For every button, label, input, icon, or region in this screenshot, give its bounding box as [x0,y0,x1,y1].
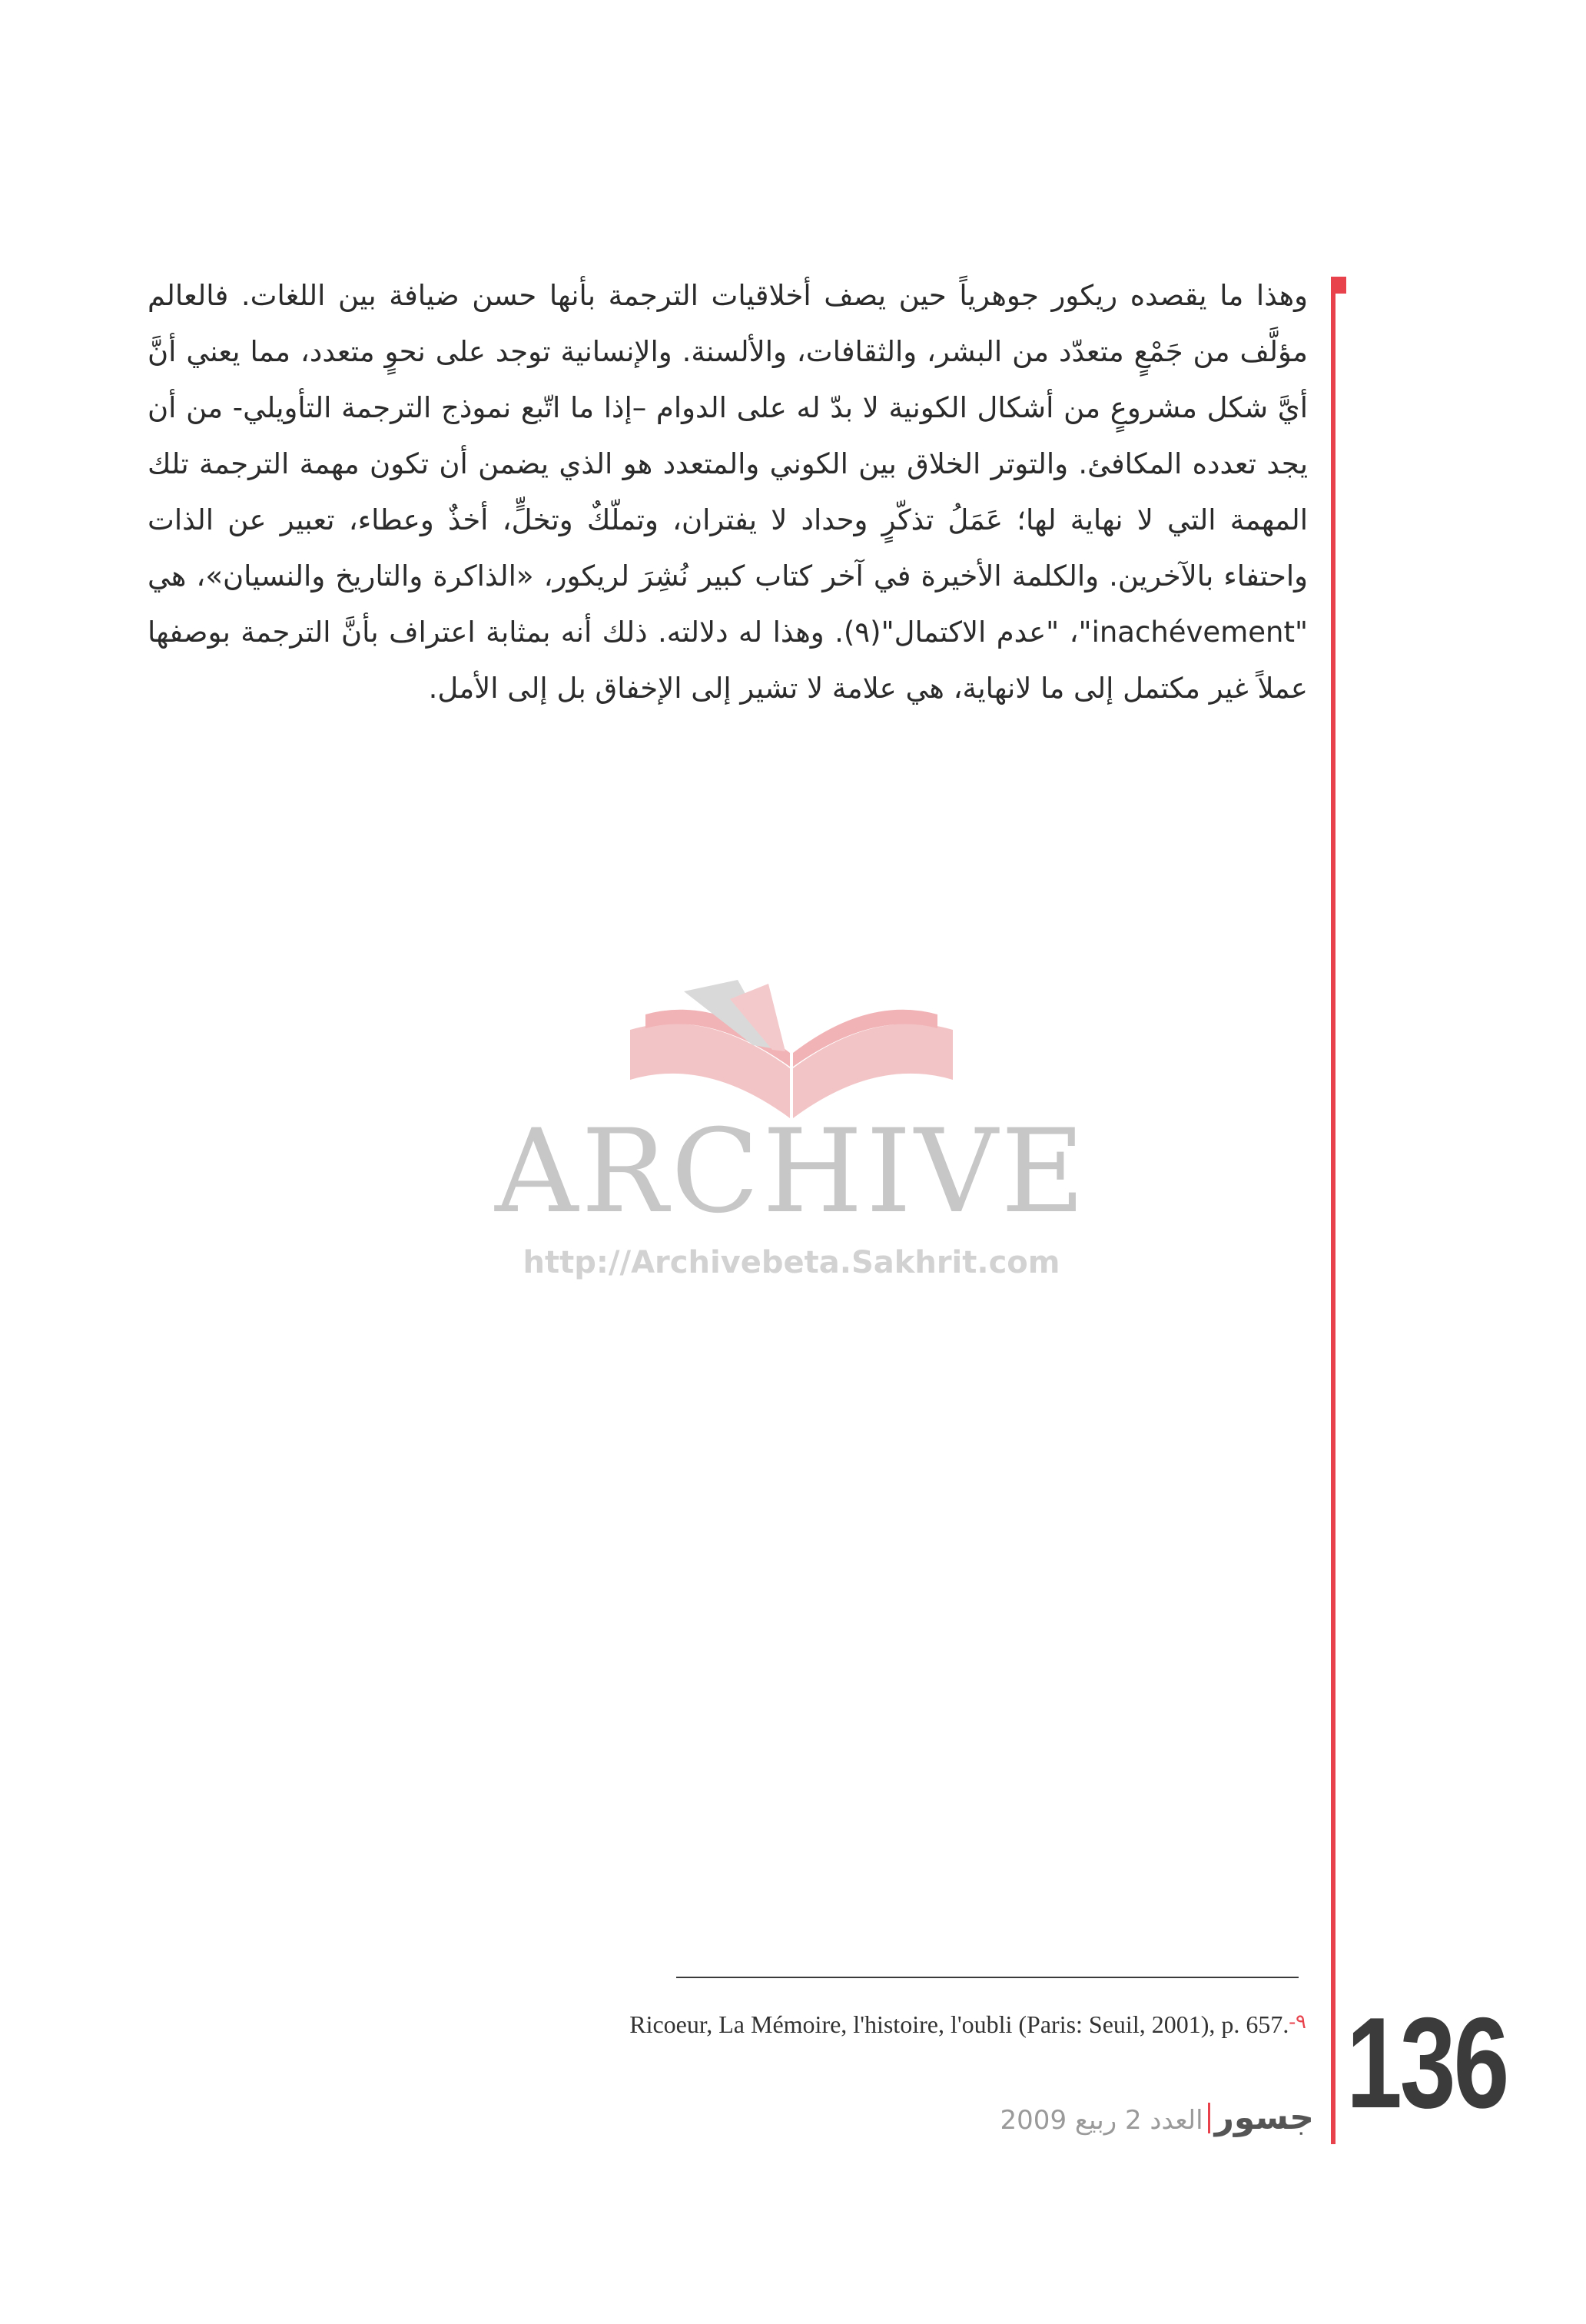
margin-rule-tab [1335,277,1346,294]
journal-name: جسور [1214,2098,1314,2137]
footnote-number: ٩- [1289,2010,1306,2033]
margin-rule [1331,277,1335,2144]
page-number: 136 [1346,1990,1508,2135]
journal-separator [1208,2103,1210,2133]
footnote-divider [676,1977,1299,1978]
journal-issue: العدد 2 ربيع 2009 [1000,2105,1203,2136]
footnote-citation: Ricoeur, La Mémoire, l'histoire, l'oubli (Paris: Seuil, 2001), p. 657. [629,2010,1289,2038]
body-text [148,267,1308,716]
archive-watermark [484,976,1099,1299]
open-book-icon [622,976,961,1122]
watermark-title: ARCHIVE [495,1105,1088,1239]
body-paragraph: وهذا ما يقصده ريكور جوهرياً حين يصف أخلاقيات الترجمة بأنها حسن ضيافة بين اللغات. فالعالم مؤلَّف من جَمْعٍ متعدّد من البشر، والثقافات، والألسنة. والإنسانية توجد على نحوٍ متعدد، مما يعني أنَّ أيَّ شكل مشروعٍ من أشكال الكونية لا بدّ له على الدوام –إذا ما اتّبع نموذج الترجمة التأويلي- من أن يجد تعدده المكافئ. والتوتر الخلاق بين الكوني والمتعدد هو الذي يضمن أن تكون مهمة الترجمة تلك المهمة التي لا نهاية لها؛ عَمَلُ تذكّرٍ وحداد لا يفتران، وتملّكٌ وتخلٍّ، أخذٌ وعطاء، تعبير عن الذات واحتفاء بالآخرين. والكلمة الأخيرة في آخر كتاب كبير نُشِرَ لريكور، «الذاكرة والتاريخ والنسيان»، هي "inachévement"، "عدم الاكتمال"(٩). وهذا له دلالته. ذلك أنه بمثابة اعتراف بأنَّ الترجمة بوصفها عملاً غير مكتمل إلى ما لانهاية، هي علامة لا تشير إلى الإخفاق بل إلى الأمل. [148,279,1308,705]
journal-footer [930,2098,1314,2137]
watermark-url: http://Archivebeta.Sakhrit.com [523,1245,1060,1280]
footnote [538,2010,1306,2039]
